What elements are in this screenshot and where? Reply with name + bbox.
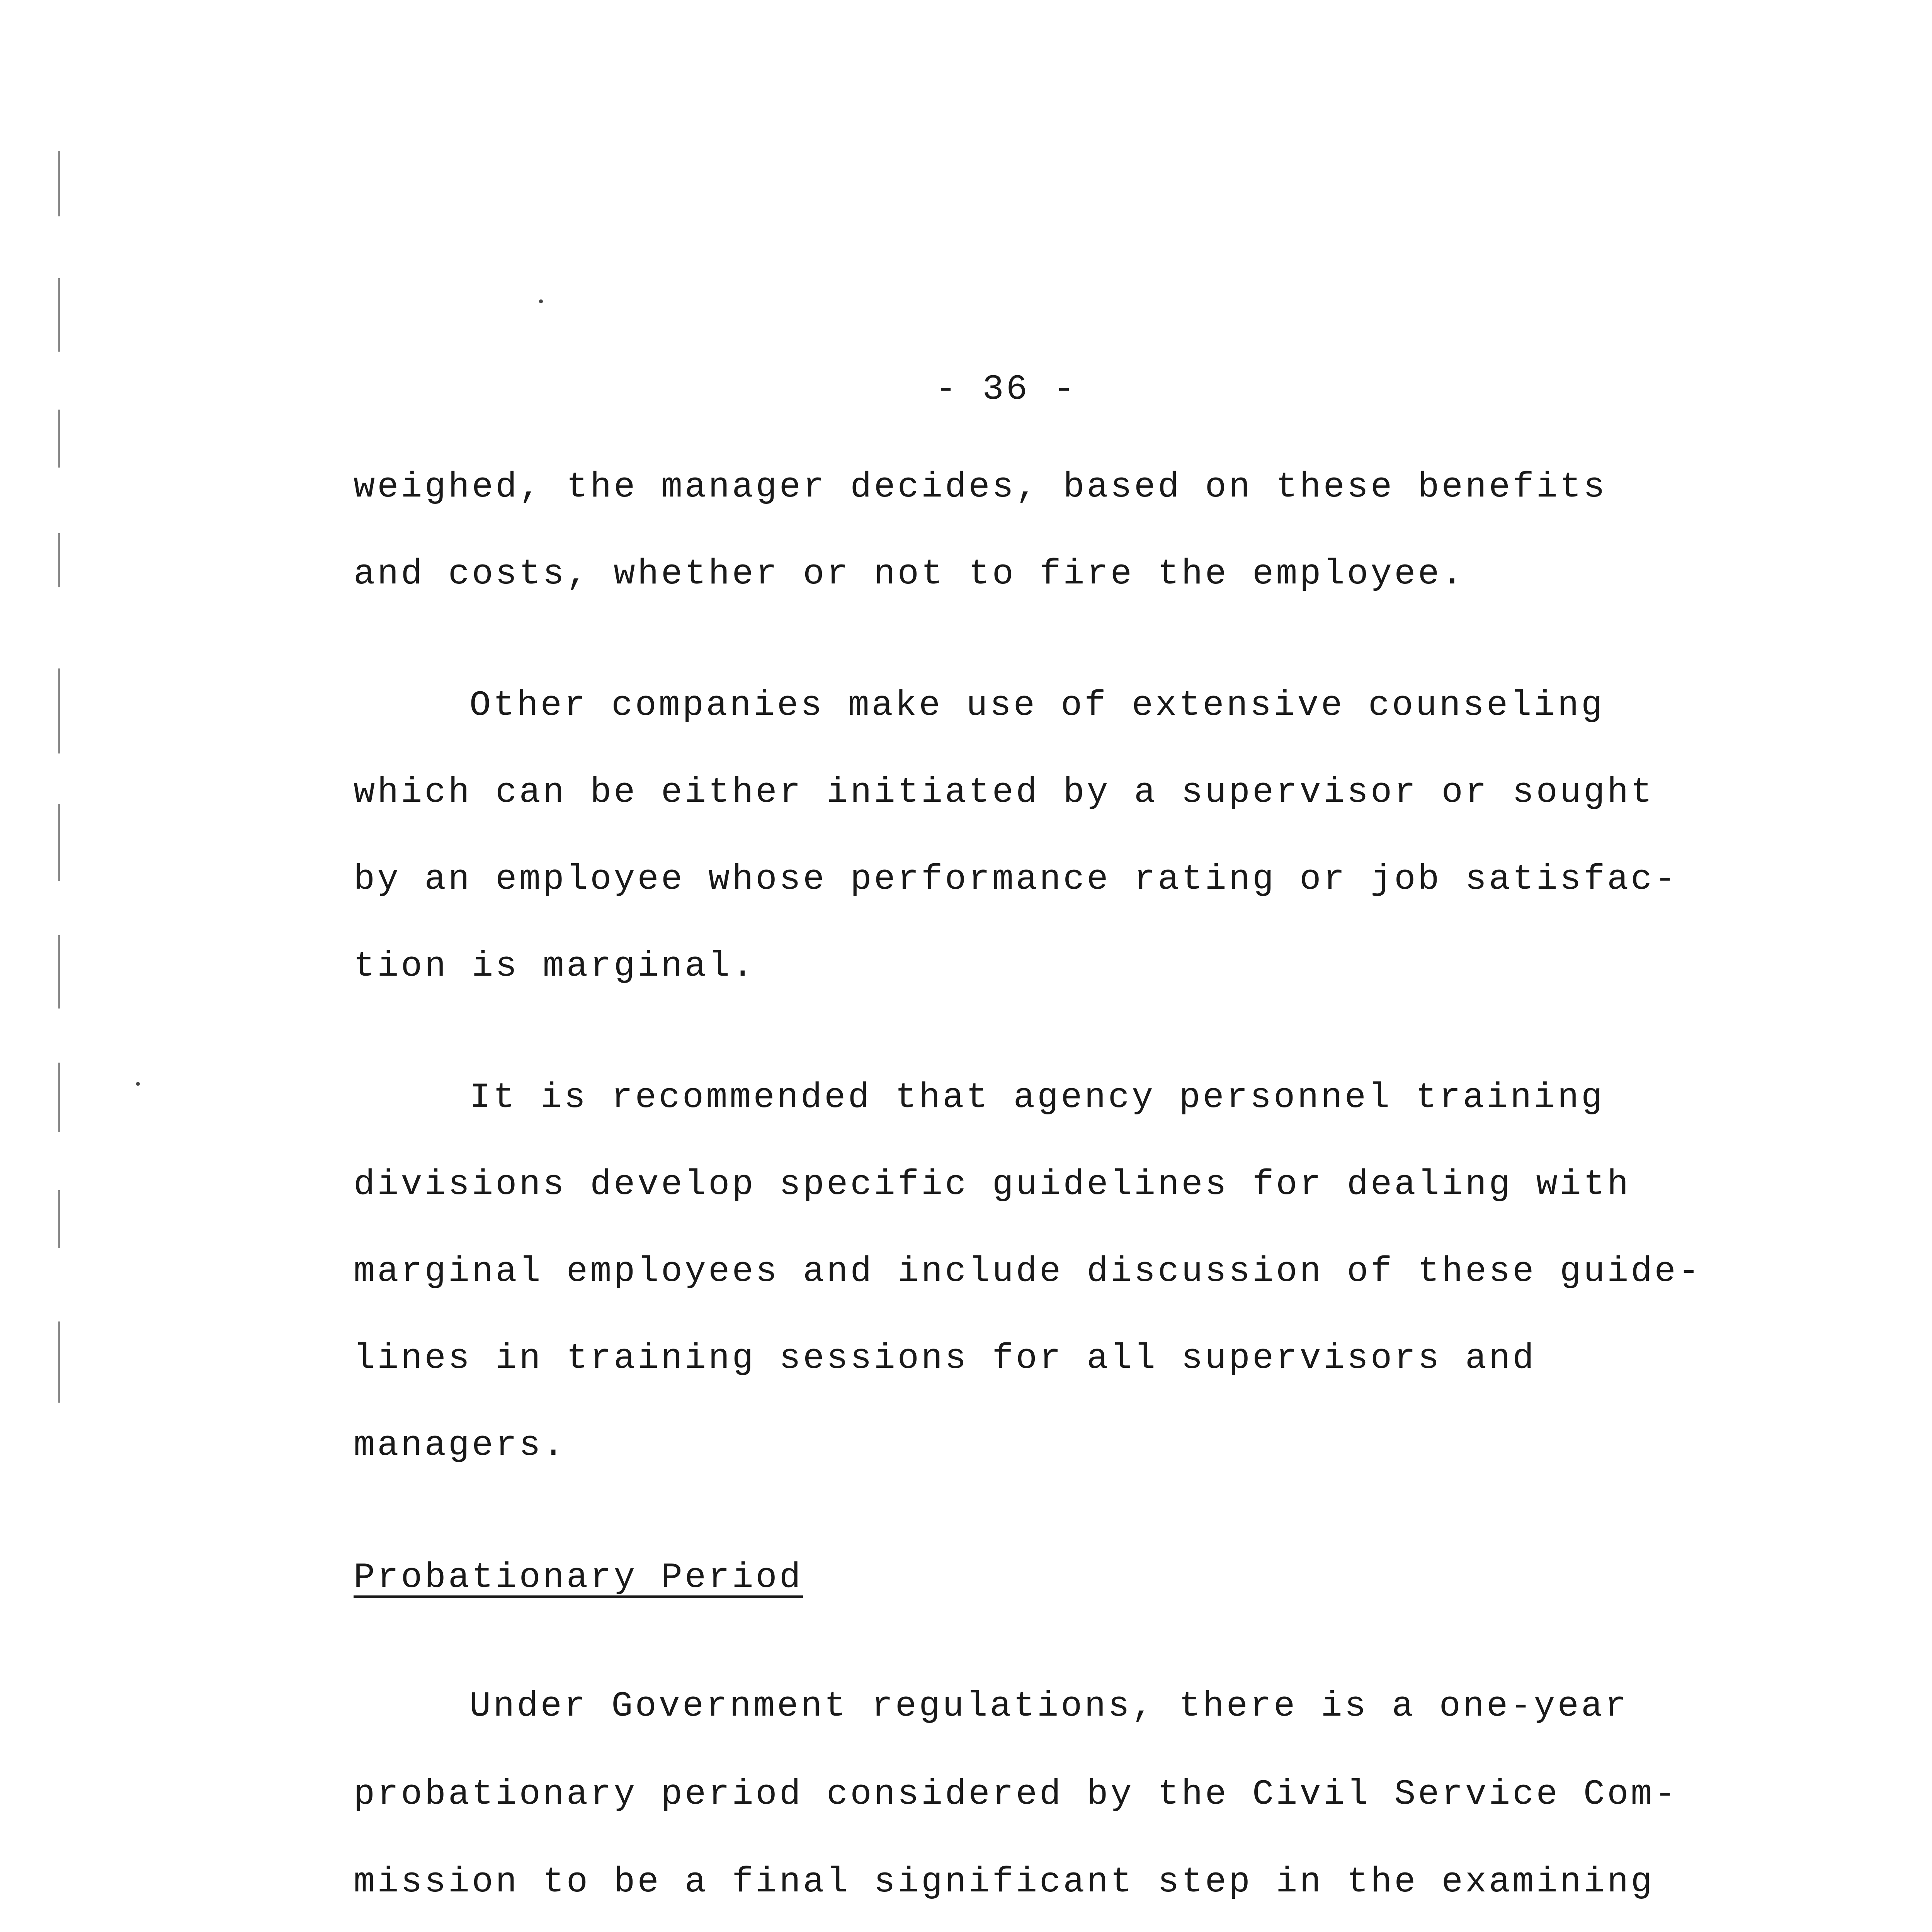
body-line: by an employee whose performance rating or job satisfac- xyxy=(354,859,1678,900)
binding-mark xyxy=(58,410,60,468)
binding-mark xyxy=(58,1063,60,1132)
binding-mark xyxy=(58,151,60,216)
binding-mark xyxy=(58,1321,60,1403)
scan-speck xyxy=(539,299,543,303)
body-line: managers. xyxy=(354,1425,566,1466)
body-line: Other companies make use of extensive counseling xyxy=(469,685,1605,726)
body-line: and costs, whether or not to fire the employee. xyxy=(354,554,1465,594)
body-line: lines in training sessions for all supervisors and xyxy=(354,1338,1536,1379)
binding-mark xyxy=(58,1190,60,1248)
body-line: divisions develop specific guidelines for dealing with xyxy=(354,1164,1631,1205)
body-line: It is recommended that agency personnel training xyxy=(469,1077,1605,1118)
binding-mark xyxy=(58,804,60,881)
body-line: tion is marginal. xyxy=(354,946,756,986)
binding-mark xyxy=(58,278,60,352)
scan-speck xyxy=(136,1082,140,1086)
body-line: probationary period considered by the Civil Service Com- xyxy=(354,1774,1678,1815)
body-line: mission to be a final significant step in the examining xyxy=(354,1862,1655,1902)
body-line: which can be either initiated by a supervisor or sought xyxy=(354,772,1655,813)
body-line: weighed, the manager decides, based on these benefits xyxy=(354,467,1607,507)
page-number: - 36 - xyxy=(935,369,1077,410)
body-line: Under Government regulations, there is a one-year xyxy=(469,1686,1629,1726)
binding-mark xyxy=(58,668,60,753)
section-heading: Probationary Period xyxy=(354,1557,803,1598)
binding-mark xyxy=(58,935,60,1009)
binding-mark xyxy=(58,533,60,587)
body-line: marginal employees and include discussion of these guide- xyxy=(354,1251,1702,1292)
